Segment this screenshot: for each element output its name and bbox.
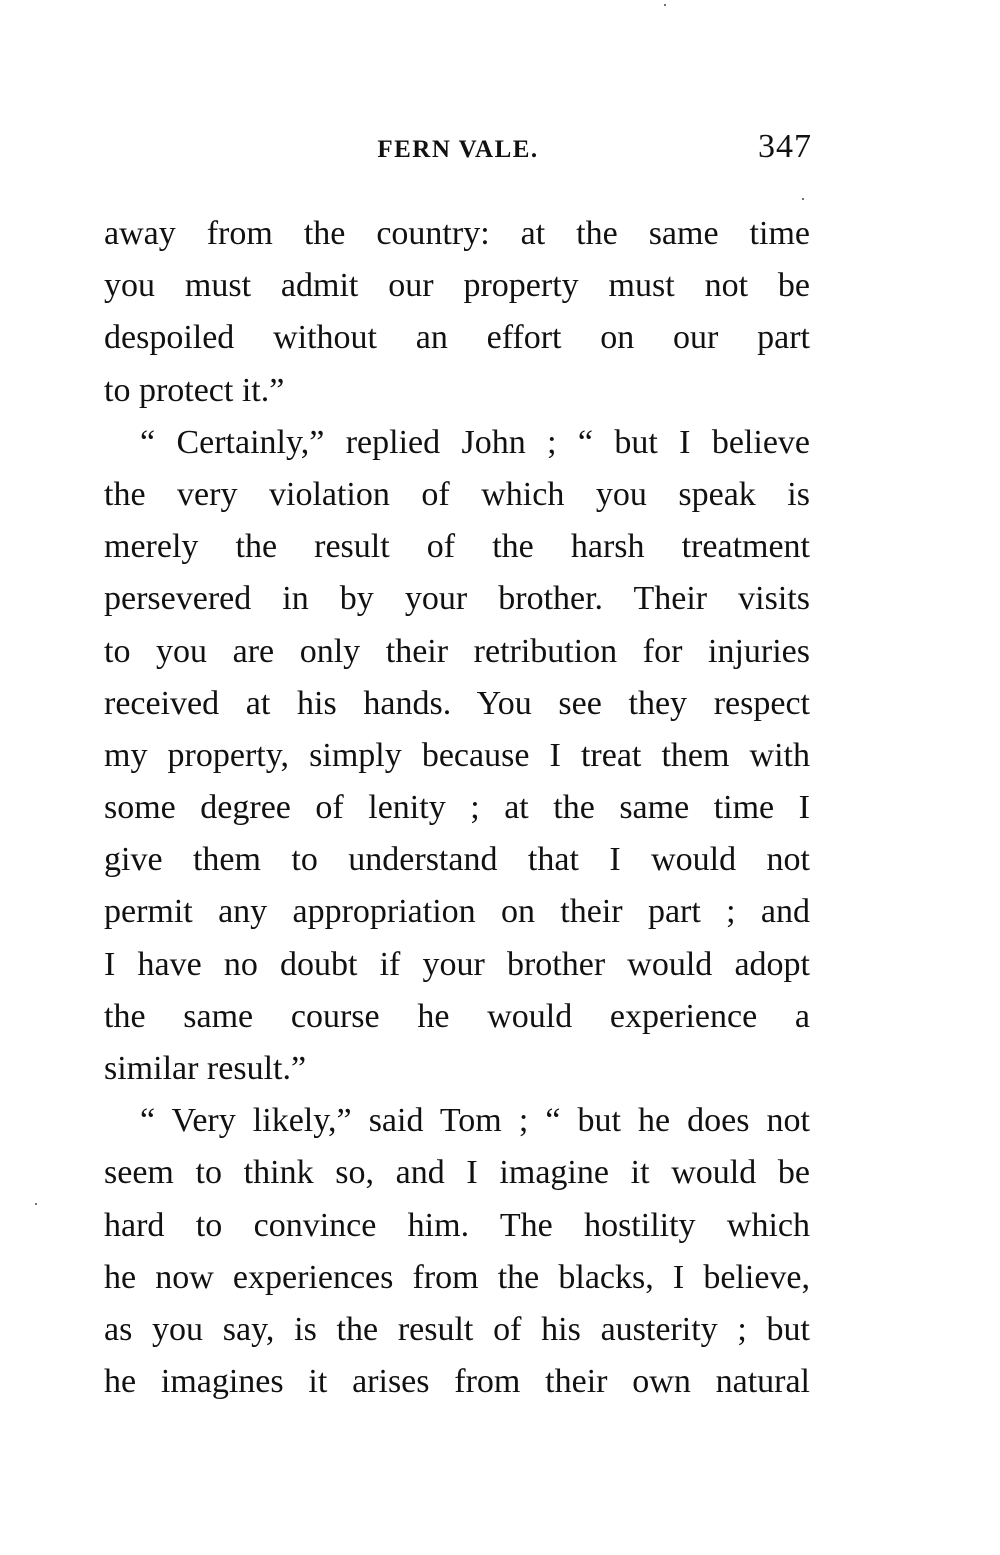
text-line: received at his hands. You see they respect: [104, 684, 810, 722]
text-line: seem to think so, and I imagine it would be: [104, 1154, 810, 1192]
text-line: permit any appropriation on their part ; and: [104, 893, 810, 931]
text-line: he imagines it arises from their own natural: [104, 1363, 810, 1401]
text-line: some degree of lenity ; at the same time I: [104, 789, 810, 827]
text-line: “ Certainly,” replied John ; “ but I believe: [140, 423, 810, 461]
scan-speck: [802, 198, 804, 200]
text-line: you must admit our property must not be: [104, 267, 810, 305]
text-line: to protect it.”: [104, 371, 285, 409]
text-line: similar result.”: [104, 1050, 307, 1087]
text-line: he now experiences from the blacks, I believe,: [104, 1258, 810, 1296]
running-head: [104, 128, 812, 178]
text-line: away from the country: at the same time: [104, 215, 810, 252]
text-body: [104, 208, 810, 1408]
scan-speck: [35, 1203, 37, 1205]
text-line: the same course he would experience a: [104, 997, 810, 1035]
text-line: persevered in by your brother. Their visits: [104, 580, 810, 618]
text-line: as you say, is the result of his austerity ; but: [104, 1310, 810, 1348]
text-line: “ Very likely,” said Tom ; “ but he does not: [140, 1102, 810, 1140]
page-number: 347: [758, 128, 812, 165]
text-line: the very violation of which you speak is: [104, 475, 810, 513]
text-line: merely the result of the harsh treatment: [104, 528, 810, 566]
text-line: give them to understand that I would not: [104, 841, 810, 879]
text-line: I have no doubt if your brother would adopt: [104, 945, 810, 983]
text-line: to you are only their retribution for injuries: [104, 632, 810, 670]
running-title: FERN VALE.: [377, 136, 539, 163]
text-line: hard to convince him. The hostility which: [104, 1206, 810, 1244]
text-line: my property, simply because I treat them with: [104, 736, 810, 774]
text-line: despoiled without an effort on our part: [104, 319, 810, 357]
scan-speck: [664, 4, 666, 6]
